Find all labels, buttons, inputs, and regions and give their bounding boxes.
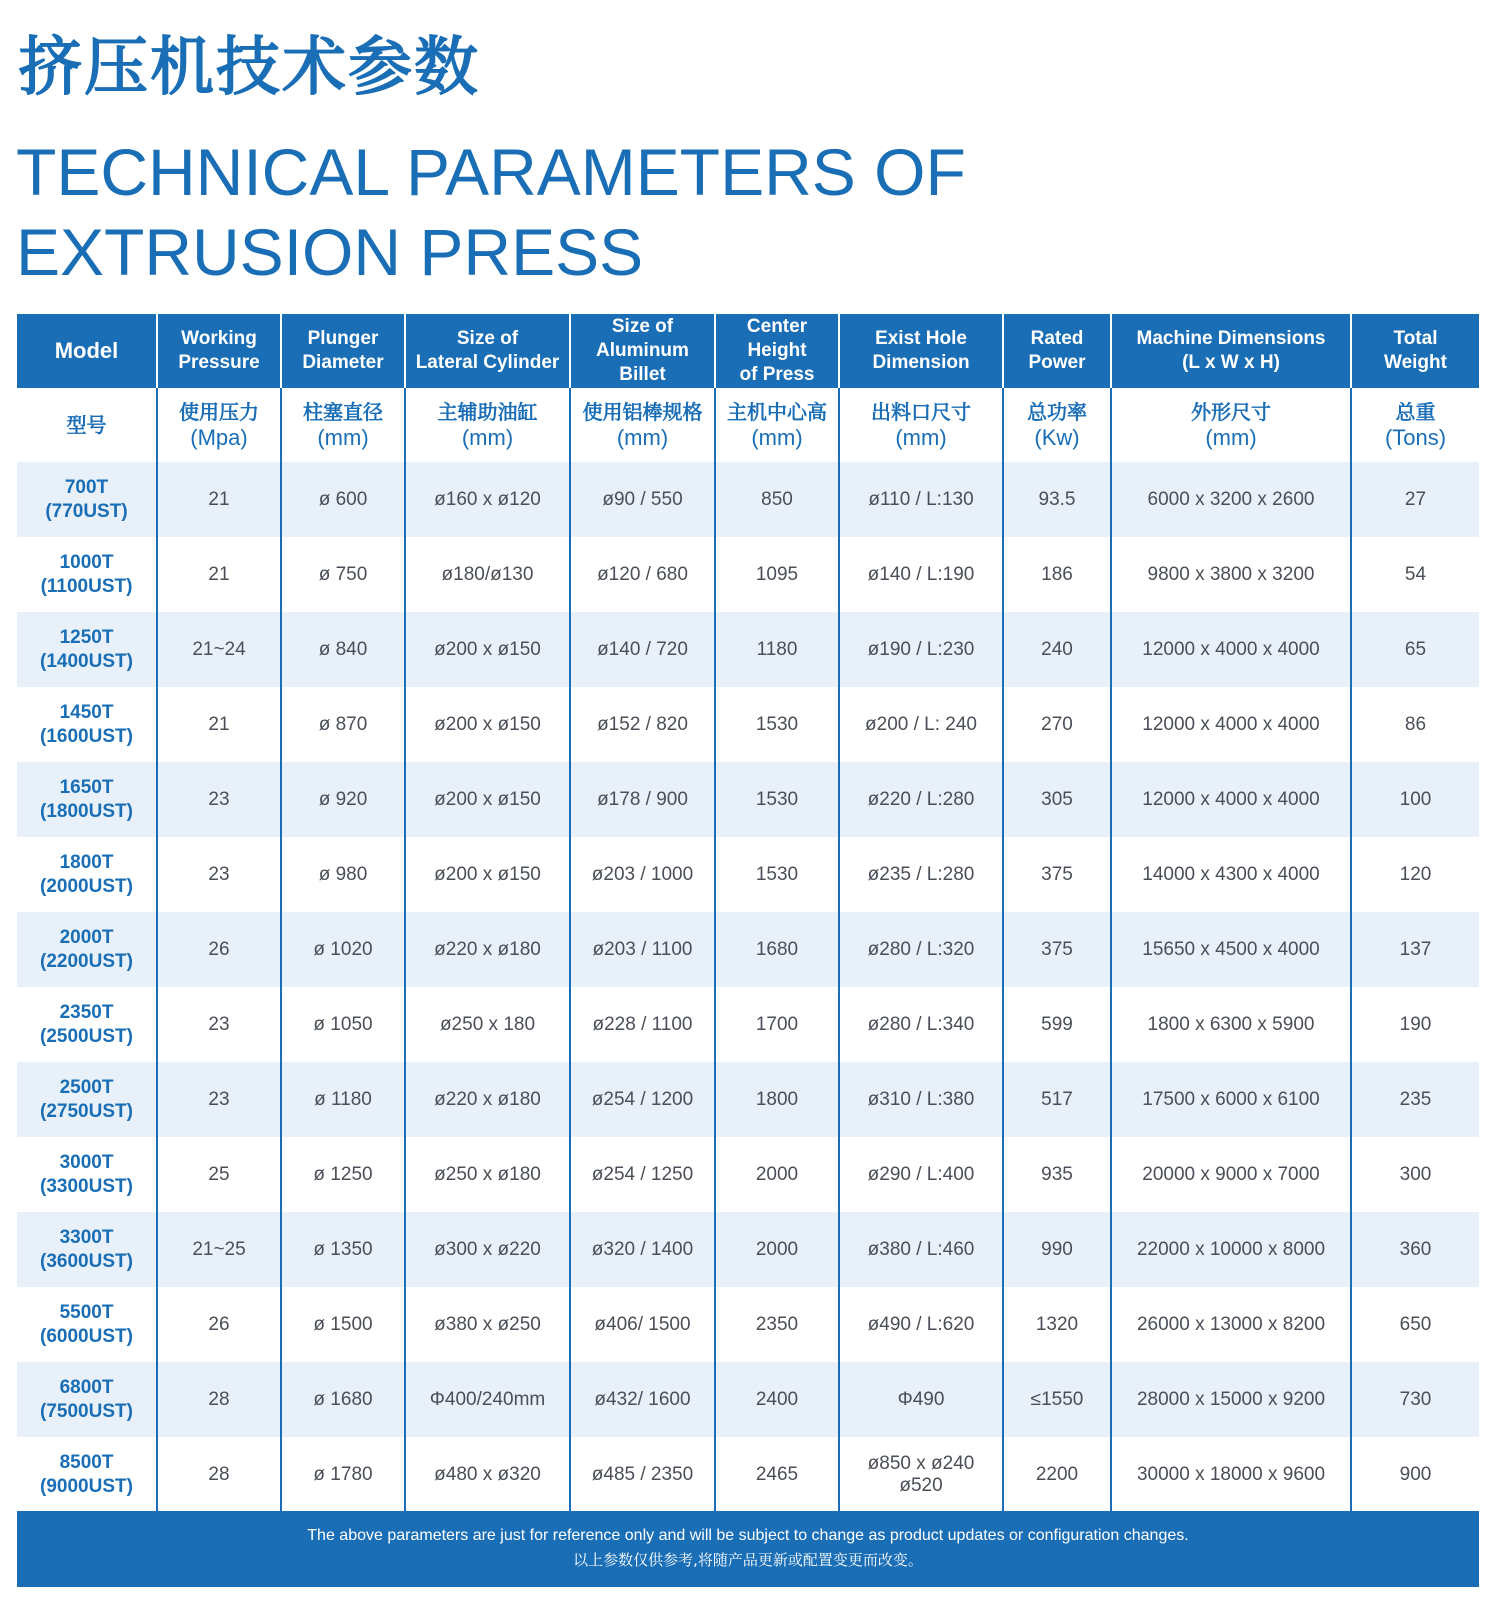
cell-model — [17, 612, 157, 687]
cell-plunger-diameter: ø 980 — [281, 837, 405, 912]
cell-center-height: 1530 — [715, 687, 839, 762]
cell-aluminum-billet: ø254 / 1250 — [570, 1137, 715, 1212]
cell-center-height: 1180 — [715, 612, 839, 687]
cell-line: (1600UST) — [40, 725, 133, 747]
cell-line: (1400UST) — [40, 650, 133, 672]
cell-aluminum-billet: ø406/ 1500 — [570, 1287, 715, 1362]
cell-total-weight: 65 — [1351, 612, 1479, 687]
cell-rated-power: 375 — [1003, 837, 1111, 912]
cell-line: ø280 / L:320 — [867, 938, 975, 960]
cell-model — [17, 987, 157, 1062]
cell-rated-power: 270 — [1003, 687, 1111, 762]
cell-line: 6800T — [59, 1376, 114, 1398]
header-cn-machine-dimensions — [1111, 388, 1351, 462]
parameters-table-container — [17, 314, 1479, 1512]
header-en-line: Size of — [456, 328, 519, 349]
disclaimer-banner — [17, 1511, 1479, 1587]
header-cn-plunger-diameter — [281, 388, 405, 462]
cell-machine-dimensions: 6000 x 3200 x 2600 — [1111, 462, 1351, 537]
cell-working-pressure: 21 — [157, 537, 281, 612]
cell-rated-power: 186 — [1003, 537, 1111, 612]
cell-line: 1250T — [59, 626, 114, 648]
header-cn-rated-power — [1003, 388, 1111, 462]
cell-aluminum-billet: ø178 / 900 — [570, 762, 715, 837]
header-en-line: of Press — [739, 364, 815, 385]
cell-model — [17, 462, 157, 537]
header-en-model — [17, 314, 157, 388]
cell-plunger-diameter: ø 1680 — [281, 1362, 405, 1437]
cell-total-weight: 360 — [1351, 1212, 1479, 1287]
table-row — [17, 1062, 1479, 1137]
cell-center-height: 1530 — [715, 762, 839, 837]
cell-plunger-diameter: ø 840 — [281, 612, 405, 687]
cell-line: (770UST) — [45, 500, 128, 522]
header-cn-total-weight — [1351, 388, 1479, 462]
cell-plunger-diameter: ø 1250 — [281, 1137, 405, 1212]
cell-plunger-diameter: ø 1780 — [281, 1437, 405, 1512]
cell-total-weight: 730 — [1351, 1362, 1479, 1437]
cell-lateral-cylinder: ø220 x ø180 — [405, 912, 570, 987]
cell-machine-dimensions: 22000 x 10000 x 8000 — [1111, 1212, 1351, 1287]
cell-center-height: 2350 — [715, 1287, 839, 1362]
cell-machine-dimensions: 15650 x 4500 x 4000 — [1111, 912, 1351, 987]
cell-plunger-diameter: ø 600 — [281, 462, 405, 537]
header-en-total-weight — [1351, 314, 1479, 388]
cell-line: 700T — [64, 476, 109, 498]
cell-line: ø235 / L:280 — [867, 863, 975, 885]
cell-model — [17, 1287, 157, 1362]
cell-exit-hole — [839, 1137, 1003, 1212]
cell-working-pressure: 21~24 — [157, 612, 281, 687]
cell-machine-dimensions: 14000 x 4300 x 4000 — [1111, 837, 1351, 912]
cell-exit-hole — [839, 687, 1003, 762]
cell-machine-dimensions: 30000 x 18000 x 9600 — [1111, 1437, 1351, 1512]
cell-total-weight: 86 — [1351, 687, 1479, 762]
cell-plunger-diameter: ø 1050 — [281, 987, 405, 1062]
cell-exit-hole — [839, 1212, 1003, 1287]
cell-working-pressure: 23 — [157, 837, 281, 912]
cell-rated-power: ≤1550 — [1003, 1362, 1111, 1437]
header-cn-center-height — [715, 388, 839, 462]
header-en-line: Aluminum Billet — [596, 340, 689, 385]
header-cn-label: 主辅助油缸 — [437, 400, 538, 424]
cell-machine-dimensions: 9800 x 3800 x 3200 — [1111, 537, 1351, 612]
cell-lateral-cylinder: ø380 x ø250 — [405, 1287, 570, 1362]
cell-rated-power: 599 — [1003, 987, 1111, 1062]
header-en-machine-dimensions — [1111, 314, 1351, 388]
header-cn-unit: (mm) — [317, 425, 369, 450]
header-cn-label: 柱塞直径 — [303, 400, 383, 424]
header-cn-model — [17, 388, 157, 462]
cell-lateral-cylinder: Φ400/240mm — [405, 1362, 570, 1437]
header-en-exit-hole — [839, 314, 1003, 388]
cell-working-pressure: 28 — [157, 1362, 281, 1437]
cell-line: ø850 x ø240 — [867, 1452, 975, 1474]
cell-aluminum-billet: ø228 / 1100 — [570, 987, 715, 1062]
cell-plunger-diameter: ø 1180 — [281, 1062, 405, 1137]
header-en-line: (L x W x H) — [1182, 352, 1280, 373]
cell-total-weight: 650 — [1351, 1287, 1479, 1362]
header-en-line: Plunger — [307, 328, 379, 349]
header-cn-aluminum-billet — [570, 388, 715, 462]
cell-line: ø200 / L: 240 — [865, 713, 977, 735]
header-cn-label: 使用压力 — [179, 400, 259, 424]
cell-lateral-cylinder: ø180/ø130 — [405, 537, 570, 612]
cell-line: 1800T — [59, 851, 114, 873]
cell-model — [17, 1362, 157, 1437]
cell-center-height: 2000 — [715, 1137, 839, 1212]
cell-aluminum-billet: ø152 / 820 — [570, 687, 715, 762]
cell-exit-hole — [839, 612, 1003, 687]
cell-line: ø110 / L:130 — [868, 488, 974, 510]
cell-line: (2200UST) — [40, 950, 133, 972]
header-cn-unit: (Mpa) — [190, 425, 248, 450]
cell-line: ø280 / L:340 — [867, 1013, 975, 1035]
cell-total-weight: 900 — [1351, 1437, 1479, 1512]
cell-working-pressure: 21~25 — [157, 1212, 281, 1287]
cell-plunger-diameter: ø 1500 — [281, 1287, 405, 1362]
cell-exit-hole — [839, 987, 1003, 1062]
cell-lateral-cylinder: ø480 x ø320 — [405, 1437, 570, 1512]
cell-rated-power: 517 — [1003, 1062, 1111, 1137]
page-title-en-line2: EXTRUSION PRESS — [16, 215, 644, 289]
cell-center-height: 2465 — [715, 1437, 839, 1512]
header-row-en — [17, 314, 1479, 388]
cell-line: (2500UST) — [40, 1025, 133, 1047]
cell-lateral-cylinder: ø200 x ø150 — [405, 762, 570, 837]
header-cn-label: 使用铝棒规格 — [582, 400, 703, 424]
cell-rated-power: 93.5 — [1003, 462, 1111, 537]
cell-aluminum-billet: ø432/ 1600 — [570, 1362, 715, 1437]
header-cn-label: 主机中心高 — [727, 400, 827, 424]
header-cn-lateral-cylinder — [405, 388, 570, 462]
header-en-line: Diameter — [302, 352, 384, 373]
disclaimer-cn: 以上参数仅供参考,将随产品更新或配置变更而改变。 — [573, 1551, 923, 1569]
cell-lateral-cylinder: ø200 x ø150 — [405, 612, 570, 687]
header-en-aluminum-billet — [570, 314, 715, 388]
cell-line: 3000T — [59, 1151, 114, 1173]
cell-machine-dimensions: 17500 x 6000 x 6100 — [1111, 1062, 1351, 1137]
cell-total-weight: 27 — [1351, 462, 1479, 537]
header-cn-label: 总功率 — [1027, 400, 1087, 424]
header-cn-exit-hole — [839, 388, 1003, 462]
page-title-cn: 挤压机技术参数 — [18, 31, 480, 105]
header-cn-label: 外形尺寸 — [1191, 400, 1271, 424]
cell-aluminum-billet: ø120 / 680 — [570, 537, 715, 612]
table-row — [17, 1212, 1479, 1287]
cell-exit-hole — [839, 1287, 1003, 1362]
cell-aluminum-billet: ø140 / 720 — [570, 612, 715, 687]
table-row — [17, 537, 1479, 612]
cell-line: ø490 / L:620 — [867, 1313, 975, 1335]
cell-working-pressure: 23 — [157, 987, 281, 1062]
cell-rated-power: 375 — [1003, 912, 1111, 987]
cell-total-weight: 190 — [1351, 987, 1479, 1062]
cell-working-pressure: 23 — [157, 1062, 281, 1137]
cell-plunger-diameter: ø 870 — [281, 687, 405, 762]
cell-line: 1650T — [59, 776, 114, 798]
cell-model — [17, 1062, 157, 1137]
cell-total-weight: 54 — [1351, 537, 1479, 612]
header-en-line: Working — [181, 328, 257, 349]
cell-model — [17, 687, 157, 762]
cell-line: (9000UST) — [40, 1475, 133, 1497]
cell-total-weight: 100 — [1351, 762, 1479, 837]
cell-line: (7500UST) — [40, 1400, 133, 1422]
cell-line: (2000UST) — [40, 875, 133, 897]
cell-center-height: 2400 — [715, 1362, 839, 1437]
cell-center-height: 850 — [715, 462, 839, 537]
cell-plunger-diameter: ø 1020 — [281, 912, 405, 987]
cell-model — [17, 912, 157, 987]
cell-model — [17, 837, 157, 912]
parameters-table — [17, 314, 1479, 1512]
cell-working-pressure: 23 — [157, 762, 281, 837]
header-en-lateral-cylinder — [405, 314, 570, 388]
cell-line: 1000T — [59, 551, 114, 573]
cell-aluminum-billet: ø254 / 1200 — [570, 1062, 715, 1137]
header-en-plunger-diameter — [281, 314, 405, 388]
table-row — [17, 1437, 1479, 1512]
header-en-center-height — [715, 314, 839, 388]
table-row — [17, 762, 1479, 837]
cell-plunger-diameter: ø 750 — [281, 537, 405, 612]
cell-machine-dimensions: 12000 x 4000 x 4000 — [1111, 762, 1351, 837]
table-row — [17, 1137, 1479, 1212]
cell-total-weight: 120 — [1351, 837, 1479, 912]
table-row — [17, 912, 1479, 987]
cell-lateral-cylinder: ø200 x ø150 — [405, 837, 570, 912]
cell-model — [17, 762, 157, 837]
cell-exit-hole — [839, 537, 1003, 612]
header-en-line: Power — [1028, 352, 1086, 373]
cell-rated-power: 990 — [1003, 1212, 1111, 1287]
cell-line: (2750UST) — [40, 1100, 133, 1122]
header-en-line: Size of — [611, 316, 674, 337]
cell-lateral-cylinder: ø300 x ø220 — [405, 1212, 570, 1287]
table-row — [17, 837, 1479, 912]
cell-aluminum-billet: ø485 / 2350 — [570, 1437, 715, 1512]
header-en-line: Model — [54, 338, 119, 363]
cell-exit-hole — [839, 462, 1003, 537]
cell-machine-dimensions: 12000 x 4000 x 4000 — [1111, 687, 1351, 762]
cell-working-pressure: 26 — [157, 1287, 281, 1362]
cell-rated-power: 1320 — [1003, 1287, 1111, 1362]
header-cn-label: 出料口尺寸 — [871, 400, 971, 424]
header-cn-unit: (mm) — [616, 425, 669, 450]
header-cn-unit: (mm) — [751, 425, 803, 450]
cell-line: ø140 / L:190 — [867, 563, 975, 585]
cell-line: ø380 / L:460 — [867, 1238, 975, 1260]
cell-exit-hole — [839, 1062, 1003, 1137]
cell-exit-hole — [839, 837, 1003, 912]
cell-line: (1100UST) — [40, 575, 133, 597]
cell-plunger-diameter: ø 1350 — [281, 1212, 405, 1287]
cell-line: 5500T — [59, 1301, 114, 1323]
cell-line: 2500T — [59, 1076, 114, 1098]
cell-total-weight: 300 — [1351, 1137, 1479, 1212]
cell-plunger-diameter: ø 920 — [281, 762, 405, 837]
cell-machine-dimensions: 12000 x 4000 x 4000 — [1111, 612, 1351, 687]
cell-model — [17, 1137, 157, 1212]
header-cn-working-pressure — [157, 388, 281, 462]
cell-rated-power: 240 — [1003, 612, 1111, 687]
header-en-line: Dimension — [872, 352, 970, 373]
cell-exit-hole — [839, 912, 1003, 987]
cell-working-pressure: 21 — [157, 462, 281, 537]
table-row — [17, 987, 1479, 1062]
cell-lateral-cylinder: ø200 x ø150 — [405, 687, 570, 762]
table-row — [17, 687, 1479, 762]
disclaimer-en: The above parameters are just for reference only and will be subject to change as product updates or configuration changes. — [307, 1527, 1189, 1544]
cell-center-height: 1530 — [715, 837, 839, 912]
cell-rated-power: 2200 — [1003, 1437, 1111, 1512]
cell-center-height: 1680 — [715, 912, 839, 987]
cell-working-pressure: 26 — [157, 912, 281, 987]
table-row — [17, 1362, 1479, 1437]
header-en-working-pressure — [157, 314, 281, 388]
page-title-en-line1: TECHNICAL PARAMETERS OF — [16, 135, 966, 209]
header-en-line: Weight — [1384, 352, 1447, 373]
header-en-line: Pressure — [178, 352, 260, 373]
cell-exit-hole — [839, 762, 1003, 837]
cell-rated-power: 935 — [1003, 1137, 1111, 1212]
cell-line: (3600UST) — [40, 1250, 133, 1272]
cell-line: ø310 / L:380 — [867, 1088, 975, 1110]
cell-line: Φ490 — [897, 1388, 945, 1410]
header-cn-unit: (mm) — [1205, 425, 1257, 450]
cell-working-pressure: 28 — [157, 1437, 281, 1512]
cell-exit-hole — [839, 1437, 1003, 1512]
header-cn-unit: (Kw) — [1034, 425, 1080, 450]
header-en-line: Machine Dimensions — [1136, 328, 1326, 349]
cell-machine-dimensions: 28000 x 15000 x 9200 — [1111, 1362, 1351, 1437]
header-cn-label: 总重 — [1395, 400, 1436, 424]
cell-model — [17, 1437, 157, 1512]
cell-aluminum-billet: ø320 / 1400 — [570, 1212, 715, 1287]
cell-line: (3300UST) — [40, 1175, 133, 1197]
cell-line: (1800UST) — [40, 800, 133, 822]
cell-line: 1450T — [59, 701, 114, 723]
header-cn-unit: (Tons) — [1384, 425, 1447, 450]
cell-model — [17, 1212, 157, 1287]
header-cn-unit: (mm) — [895, 425, 947, 450]
cell-lateral-cylinder: ø250 x 180 — [405, 987, 570, 1062]
cell-aluminum-billet: ø203 / 1100 — [570, 912, 715, 987]
header-en-rated-power — [1003, 314, 1111, 388]
cell-center-height: 1700 — [715, 987, 839, 1062]
cell-line: 2000T — [59, 926, 114, 948]
header-en-line: Total — [1393, 328, 1438, 349]
table-body — [17, 462, 1479, 1512]
cell-line: ø290 / L:400 — [867, 1163, 975, 1185]
header-cn-unit: (mm) — [461, 425, 514, 450]
header-en-line: Center Height — [746, 316, 808, 361]
cell-line: 3300T — [59, 1226, 114, 1248]
cell-machine-dimensions: 20000 x 9000 x 7000 — [1111, 1137, 1351, 1212]
cell-center-height: 1095 — [715, 537, 839, 612]
cell-line: ø220 / L:280 — [867, 788, 975, 810]
cell-model — [17, 537, 157, 612]
cell-line: 2350T — [59, 1001, 114, 1023]
cell-line: 8500T — [59, 1451, 114, 1473]
cell-aluminum-billet: ø203 / 1000 — [570, 837, 715, 912]
cell-machine-dimensions: 1800 x 6300 x 5900 — [1111, 987, 1351, 1062]
header-row-cn — [17, 388, 1479, 462]
header-cn-label: 型号 — [66, 412, 107, 437]
table-row — [17, 612, 1479, 687]
header-en-line: Lateral Cylinder — [415, 352, 560, 373]
header-en-line: Exist Hole — [875, 328, 967, 349]
cell-rated-power: 305 — [1003, 762, 1111, 837]
cell-working-pressure: 25 — [157, 1137, 281, 1212]
page-title-en — [16, 132, 966, 292]
cell-exit-hole — [839, 1362, 1003, 1437]
cell-lateral-cylinder: ø250 x ø180 — [405, 1137, 570, 1212]
header-en-line: Rated — [1030, 328, 1084, 349]
cell-total-weight: 137 — [1351, 912, 1479, 987]
table-row — [17, 462, 1479, 537]
cell-lateral-cylinder: ø220 x ø180 — [405, 1062, 570, 1137]
cell-line: (6000UST) — [40, 1325, 133, 1347]
cell-aluminum-billet: ø90 / 550 — [570, 462, 715, 537]
cell-lateral-cylinder: ø160 x ø120 — [405, 462, 570, 537]
cell-working-pressure: 21 — [157, 687, 281, 762]
table-row — [17, 1287, 1479, 1362]
cell-center-height: 1800 — [715, 1062, 839, 1137]
cell-center-height: 2000 — [715, 1212, 839, 1287]
cell-line: ø520 — [899, 1474, 943, 1496]
cell-total-weight: 235 — [1351, 1062, 1479, 1137]
cell-machine-dimensions: 26000 x 13000 x 8200 — [1111, 1287, 1351, 1362]
cell-line: ø190 / L:230 — [867, 638, 975, 660]
